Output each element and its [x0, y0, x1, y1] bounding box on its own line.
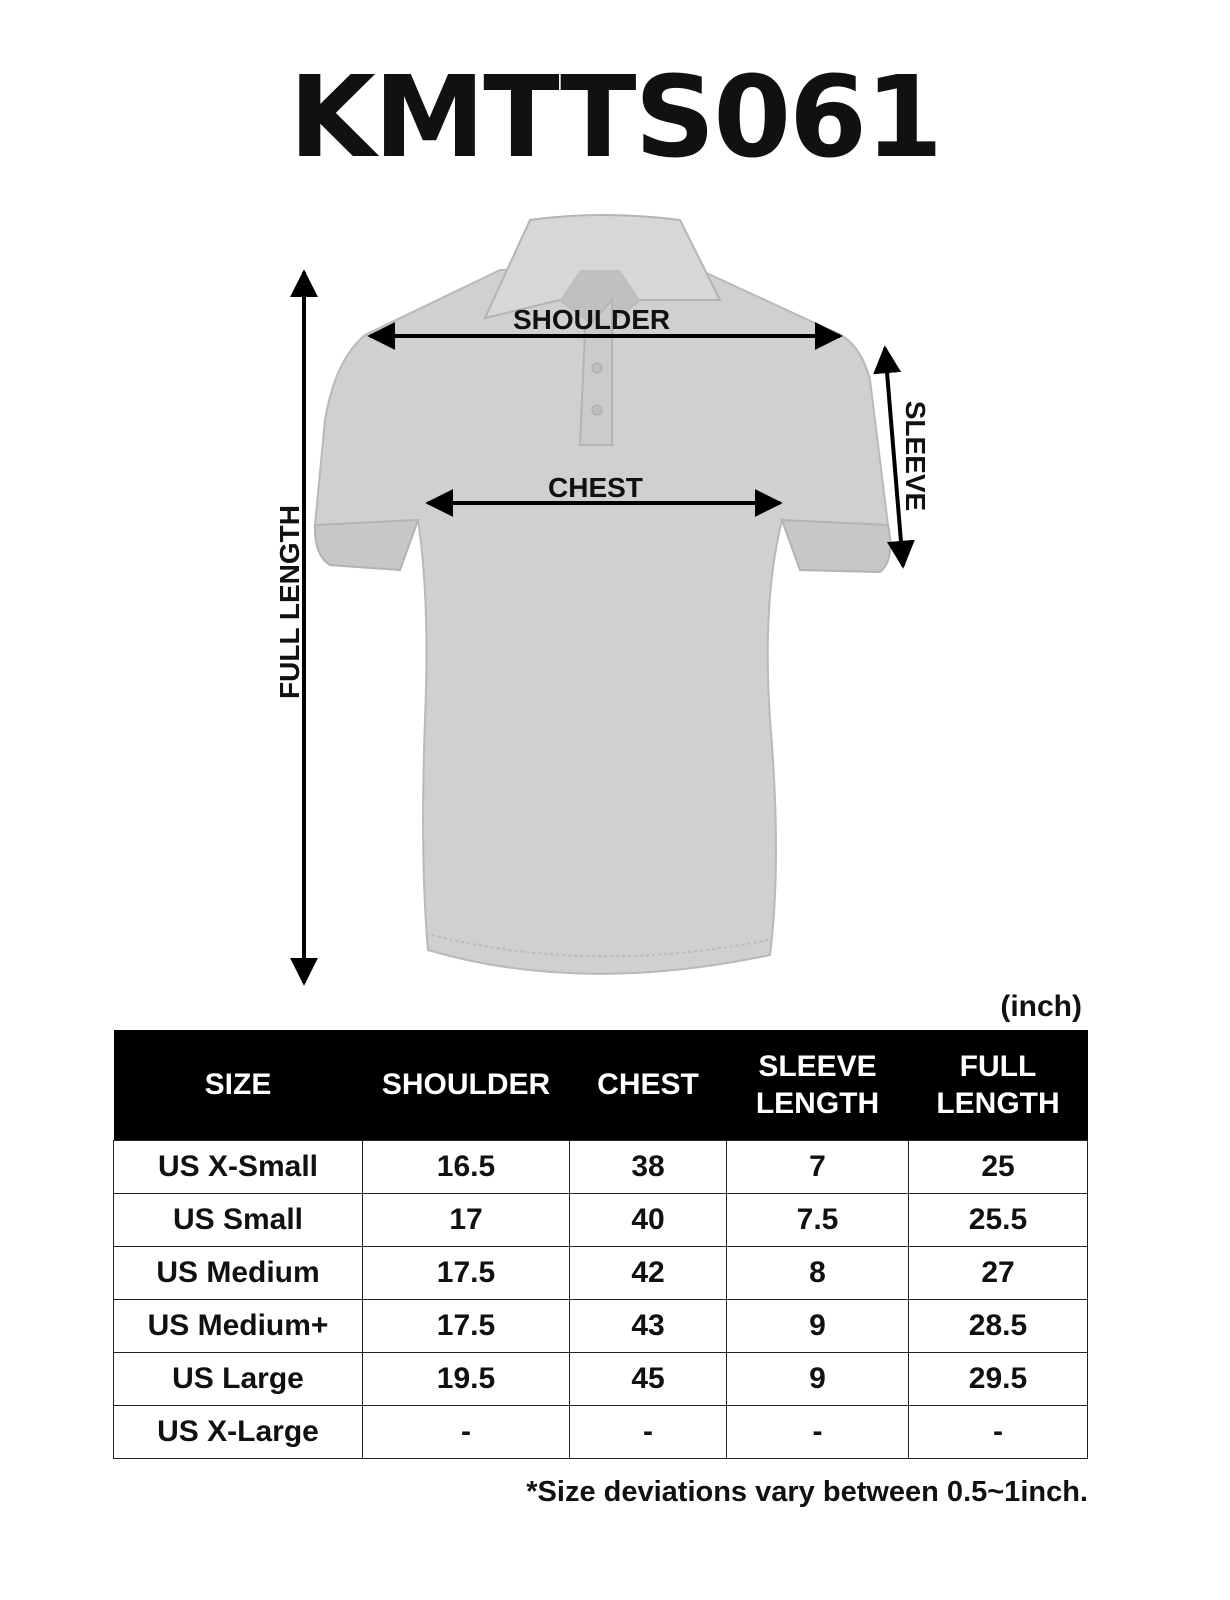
size-cell: US X-Small — [114, 1141, 363, 1194]
size-chart-table — [113, 1030, 1088, 1459]
product-code-title: KMTTS061 — [288, 53, 942, 183]
full-length-cell: 25.5 — [909, 1194, 1088, 1247]
size-cell: US Medium+ — [114, 1300, 363, 1353]
full-length-cell: 29.5 — [909, 1353, 1088, 1406]
table-header-row — [114, 1030, 1088, 1141]
chest-cell: 40 — [570, 1194, 727, 1247]
sleeve-length-cell: 7.5 — [727, 1194, 909, 1247]
size-cell: US Medium — [114, 1247, 363, 1300]
table-row — [114, 1194, 1088, 1247]
shoulder-cell: 16.5 — [363, 1141, 570, 1194]
full-length-cell: 27 — [909, 1247, 1088, 1300]
sleeve-length-cell: - — [727, 1406, 909, 1459]
full-length-label: FULL LENGTH — [274, 505, 305, 699]
sleeve-length-cell: 8 — [727, 1247, 909, 1300]
sleeve-label: SLEEVE — [900, 400, 931, 512]
chest-label: CHEST — [548, 472, 643, 503]
table-row — [114, 1353, 1088, 1406]
table-row — [114, 1141, 1088, 1194]
sleeve-length-cell: 7 — [727, 1141, 909, 1194]
header-chest: CHEST — [570, 1030, 727, 1141]
full-length-cell: 25 — [909, 1141, 1088, 1194]
size-deviation-footnote: *Size deviations vary between 0.5~1inch. — [526, 1476, 1088, 1508]
size-cell: US X-Large — [114, 1406, 363, 1459]
header-size: SIZE — [114, 1030, 363, 1141]
table-row — [114, 1300, 1088, 1353]
shoulder-cell: 19.5 — [363, 1353, 570, 1406]
table-row — [114, 1247, 1088, 1300]
size-cell: US Small — [114, 1194, 363, 1247]
header-sleeve-length: SLEEVE LENGTH — [727, 1030, 909, 1141]
shoulder-cell: 17.5 — [363, 1300, 570, 1353]
header-shoulder: SHOULDER — [363, 1030, 570, 1141]
shoulder-label: SHOULDER — [513, 304, 671, 335]
chest-cell: 38 — [570, 1141, 727, 1194]
header-full-length: FULL LENGTH — [909, 1030, 1088, 1141]
chest-cell: 42 — [570, 1247, 727, 1300]
chest-cell: 43 — [570, 1300, 727, 1353]
shoulder-cell: 17.5 — [363, 1247, 570, 1300]
sleeve-length-cell: 9 — [727, 1300, 909, 1353]
full-length-cell: 28.5 — [909, 1300, 1088, 1353]
unit-label: (inch) — [1000, 990, 1082, 1023]
chest-cell: 45 — [570, 1353, 727, 1406]
chest-cell: - — [570, 1406, 727, 1459]
table-row — [114, 1406, 1088, 1459]
size-cell: US Large — [114, 1353, 363, 1406]
full-length-cell: - — [909, 1406, 1088, 1459]
shoulder-cell: 17 — [363, 1194, 570, 1247]
shoulder-cell: - — [363, 1406, 570, 1459]
sleeve-length-cell: 9 — [727, 1353, 909, 1406]
